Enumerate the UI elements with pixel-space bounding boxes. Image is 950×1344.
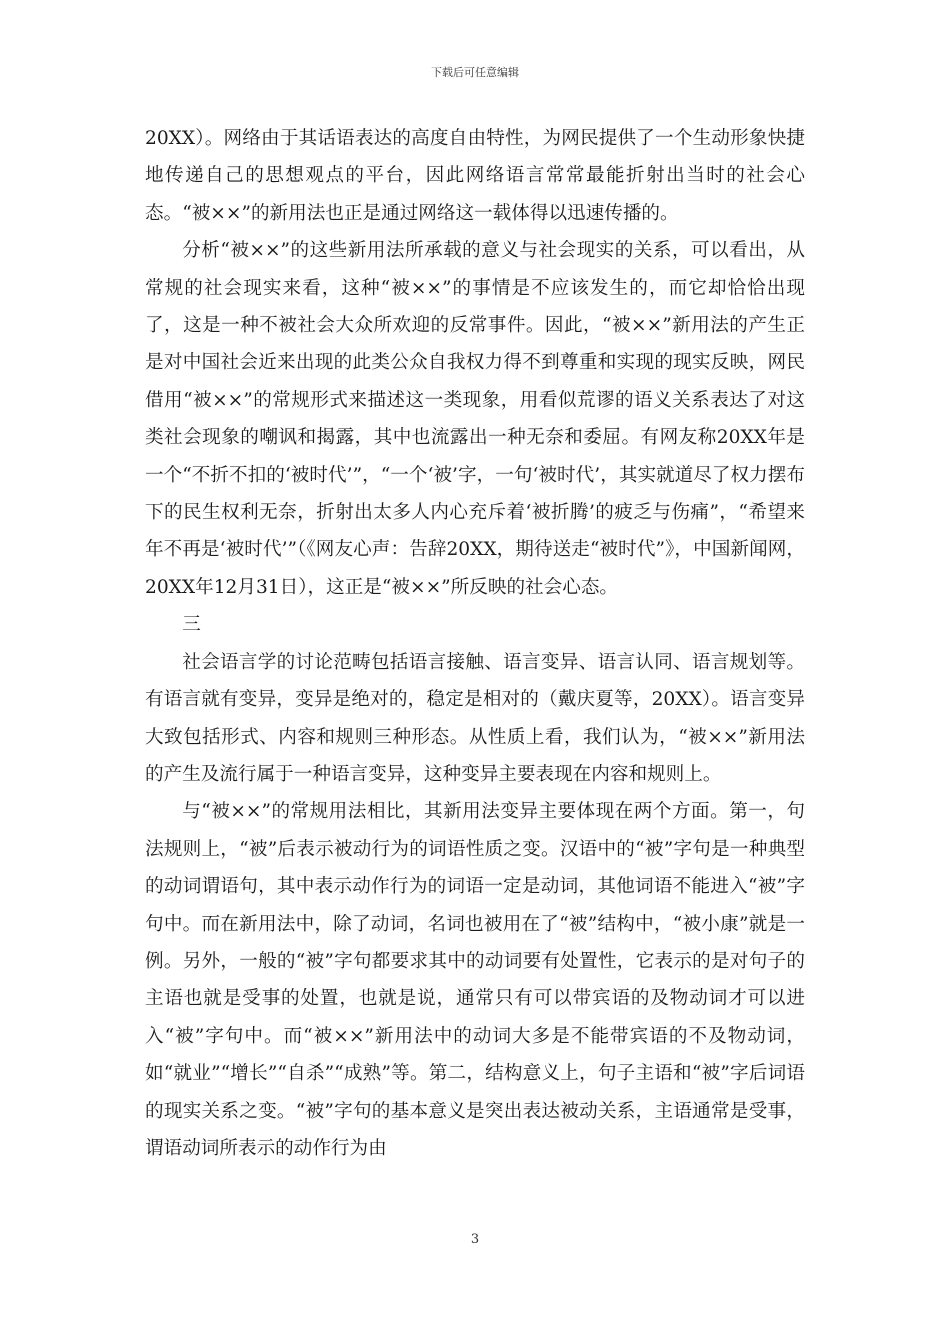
paragraph-4: 与“被××”的常规用法相比，其新用法变异主要体现在两个方面。第一，句法规则上，“被”后表示被动行为的词语性质之变。汉语中的“被”字句是一种典型的动词谓语句，其中表示动作行为的词语一定是动词，其他词语不能进入“被”字句中。而在新用法中，除了动词，名词也被用在了“被”结构中，“被小康”就是一例。另外，一般的“被”字句都要求其中的动词要有处置性，它表示的是对句子的主语也就是受事的处置，也就是说，通常只有可以带宾语的及物动词才可以进入“被”字句中。而“被××”新用法中的动词大多是不能带宾语的不及物动词，如“就业”“增长”“自杀”“成熟”等。第二，结构意义上，句子主语和“被”字后词语的现实关系之变。“被”字句的基本意义是突出表达被动关系，主语通常是受事，谓语动词所表示的动作行为由 xyxy=(145,801,805,1159)
paragraph-2: 分析“被××”的这些新用法所承载的意义与社会现实的关系，可以看出，从常规的社会现实来看，这种“被××”的事情是不应该发生的，而它却恰恰出现了，这是一种不被社会大众所欢迎的反常事件。因此，“被××”新用法的产生正是对中国社会近来出现的此类公众自我权力得不到尊重和实现的现实反映，网民借用“被××”的常规形式来描述这一类现象，用看似荒谬的语义关系表达了对这类社会现象的嘲讽和揭露，其中也流露出一种无奈和委屈。有网友称20XX年是一个“不折不扣的‘被时代’”，“一个‘被’字，一句‘被时代’，其实就道尽了权力摆布下的民生权利无奈，折射出太多人内心充斥着‘被折腾’的疲乏与伤痛”，“希望来年不再是‘被时代’”（《网友心声：告辞20XX，期待送走“被时代”》，中国新闻网，20XX年12月31日），这正是“被××”所反映的社会心态。 xyxy=(145,240,805,598)
paragraph-3: 社会语言学的讨论范畴包括语言接触、语言变异、语言认同、语言规划等。有语言就有变异，变异是绝对的，稳定是相对的（戴庆夏等，20XX）。语言变异大致包括形式、内容和规则三种形态。从性质上看，我们认为，“被××”新用法的产生及流行属于一种语言变异，这种变异主要表现在内容和规则上。 xyxy=(145,651,805,785)
page-header: 下载后可任意编辑 xyxy=(431,66,519,79)
paragraph-1: 20XX）。网络由于其话语表达的高度自由特性，为网民提供了一个生动形象快捷地传递自己的思想观点的平台，因此网络语言常常最能折射出当时的社会心态。“被××”的新用法也正是通过网络这一载体得以迅速传播的。 xyxy=(145,128,805,224)
section-heading: 三 xyxy=(182,614,201,636)
document-body xyxy=(145,120,805,1167)
page-number: 3 xyxy=(470,1232,480,1247)
